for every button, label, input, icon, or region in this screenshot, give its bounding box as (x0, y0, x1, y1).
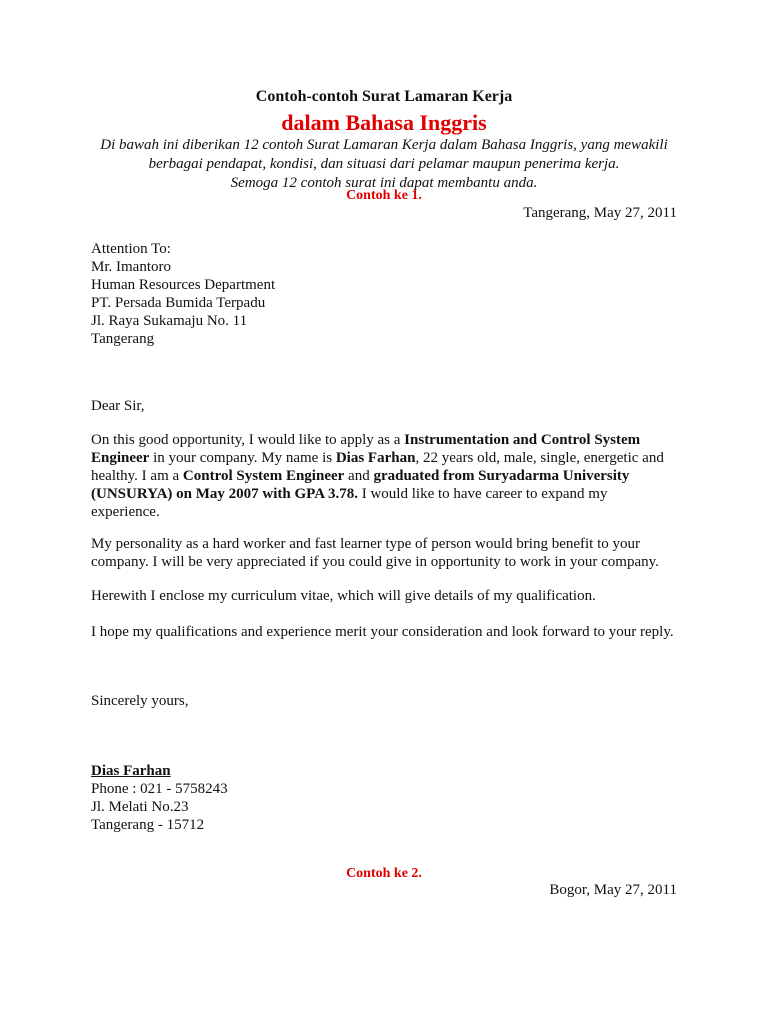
paragraph-line: Herewith I enclose my curriculum vitae, which will give details of my qualification. (91, 588, 596, 604)
address-line: Mr. Imantoro (91, 259, 171, 275)
paragraph-line: I hope my qualifications and experience merit your consideration and look forward to your reply. (91, 624, 674, 640)
body-paragraph-3 (91, 587, 681, 605)
paragraph-line (91, 449, 681, 467)
paragraph-line (91, 503, 681, 521)
signature-block (91, 762, 681, 834)
paragraph-line: company. I will be very appreciated if you could give in opportunity to work in your company. (91, 554, 659, 570)
text-run: On this good opportunity, I would like to apply as a (91, 432, 405, 448)
intro-line: Semoga 12 contoh surat ini dapat membantu anda. (230, 175, 538, 191)
letter-2-date: Bogor, May 27, 2011 (549, 882, 677, 898)
paragraph-line (91, 485, 681, 503)
intro-line: Di bawah ini diberikan 12 contoh Surat Lamaran Kerja dalam Bahasa Inggris, yang mewakili (100, 137, 668, 153)
bold-text-run: Instrumentation and Control System (404, 432, 641, 448)
document-title: Contoh-contoh Surat Lamaran Kerja (255, 88, 513, 105)
text-run: experience. (91, 504, 160, 520)
paragraph-line: My personality as a hard worker and fast learner type of person would bring benefit to your (91, 536, 641, 552)
recipient-address (91, 240, 681, 348)
bold-text-run: Engineer (91, 450, 150, 466)
example-2-label: Contoh ke 2. (346, 866, 422, 881)
text-run: in your company. My name is (149, 450, 336, 466)
signature-city: Tangerang - 15712 (91, 817, 205, 833)
text-run: healthy. I am a (91, 468, 183, 484)
signature-name: Dias Farhan (91, 763, 171, 779)
text-run: I would like to have career to expand my (357, 486, 608, 502)
example-1-label: Contoh ke 1. (346, 188, 422, 203)
address-line: Tangerang (91, 331, 155, 347)
bold-text-run: (UNSURYA) on May 2007 with GPA 3.78. (91, 486, 358, 502)
body-paragraph-2 (91, 535, 681, 571)
letter-1-date: Tangerang, May 27, 2011 (523, 205, 677, 221)
address-line: PT. Persada Bumida Terpadu (91, 295, 266, 311)
text-run: and (344, 468, 374, 484)
address-line: Attention To: (91, 241, 171, 257)
closing: Sincerely yours, (91, 693, 189, 709)
address-line: Human Resources Department (91, 277, 276, 293)
paragraph-line (91, 431, 681, 449)
body-paragraph-4 (91, 623, 681, 641)
body-paragraph-1 (91, 431, 681, 521)
signature-phone: Phone : 021 - 5758243 (91, 781, 228, 797)
address-line: Jl. Raya Sukamaju No. 11 (91, 313, 248, 329)
intro-paragraph (0, 136, 768, 193)
bold-text-run: Dias Farhan (335, 450, 416, 466)
paragraph-line (91, 467, 681, 485)
signature-street: Jl. Melati No.23 (91, 799, 189, 815)
bold-text-run: graduated from Suryadarma University (373, 468, 630, 484)
bold-text-run: Control System Engineer (182, 468, 345, 484)
intro-line: berbagai pendapat, kondisi, dan situasi dari pelamar maupun penerima kerja. (148, 156, 620, 172)
document-subtitle: dalam Bahasa Inggris (281, 110, 487, 135)
salutation: Dear Sir, (91, 398, 145, 414)
text-run: , 22 years old, male, single, energetic and (415, 450, 664, 466)
